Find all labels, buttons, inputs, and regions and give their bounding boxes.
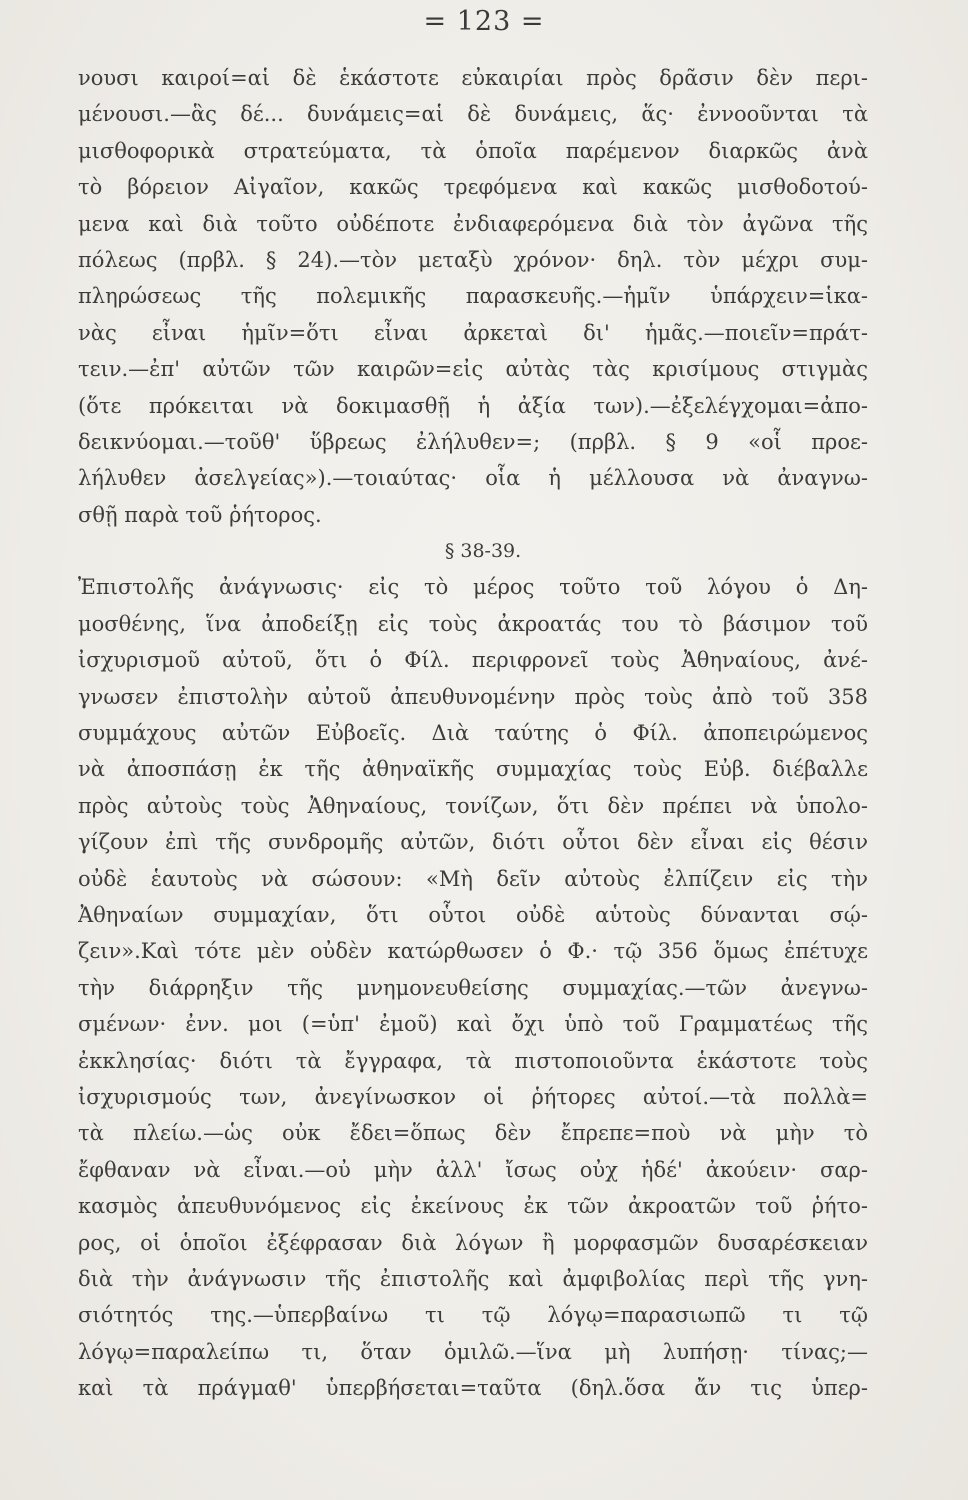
text-line: ἰσχυρισμούς των, ἀνεγίνωσκον οἱ ῥήτορες αὐτοί.—τὰ πολλὰ=: [78, 1084, 868, 1109]
text-line: πρὸς αὐτοὺς τοὺς Ἀθηναίους, τονίζων, ὅτι δὲν πρέπει νὰ ὑπολο-: [78, 793, 868, 818]
text-line: τὸ βόρειον Αἰγαῖον, κακῶς τρεφόμενα καὶ κακῶς μισθοδοτού-: [78, 175, 868, 200]
commentary-text: [78, 60, 868, 1406]
text-line: διὰ τὴν ἀνάγνωσιν τῆς ἐπιστολῆς καὶ ἀμφιβολίας περὶ τῆς γνη-: [78, 1266, 868, 1291]
text-line: Ἀθηναίων συμμαχίαν, ὅτι οὗτοι οὐδὲ αὑτοὺς δύνανται σῴ-: [78, 902, 868, 927]
text-line: λόγῳ=παραλείπω τι, ὅταν ὁμιλῶ.—ἵνα μὴ λυπήσῃ· τίνας;—: [78, 1339, 868, 1364]
text-line: τὰ πλείω.—ὡς οὐκ ἔδει=ὅπως δὲν ἔπρεπε=ποὺ νὰ μὴν τὸ: [78, 1121, 868, 1146]
text-line: ζειν».Καὶ τότε μὲν οὐδὲν κατώρθωσεν ὁ Φ.· τῷ 356 ὅμως ἐπέτυχε: [78, 939, 868, 964]
text-line: ἐκκλησίας· διότι τὰ ἔγγραφα, τὰ πιστοποιοῦντα ἑκάστοτε τοὺς: [78, 1048, 868, 1073]
text-line: κασμὸς ἀπευθυνόμενος εἰς ἐκείνους ἐκ τῶν ἀκροατῶν τοῦ ῥήτο-: [78, 1194, 868, 1219]
text-line: ἰσχυρισμοῦ αὐτοῦ, ὅτι ὁ Φίλ. περιφρονεῖ τοὺς Ἀθηναίους, ἀνέ-: [78, 648, 868, 673]
text-line: τειν.—ἐπ' αὐτῶν τῶν καιρῶν=εἰς αὐτὰς τὰς κρισίμους στιγμὰς: [78, 357, 868, 382]
page-number: = 123 =: [423, 6, 545, 37]
text-line: μοσθένης, ἵνα ἀποδείξῃ εἰς τοὺς ἀκροατάς του τὸ βάσιμον τοῦ: [78, 611, 868, 636]
text-line: νὰ ἀποσπάσῃ ἐκ τῆς ἀθηναϊκῆς συμμαχίας τοὺς Εὐβ. διέβαλλε: [78, 757, 868, 782]
text-line: σμένων· ἐνν. μοι (=ὑπ' ἐμοῦ) καὶ ὄχι ὑπὸ τοῦ Γραμματέως τῆς: [78, 1012, 868, 1037]
text-line: ἔφθαναν νὰ εἶναι.—οὐ μὴν ἀλλ' ἴσως οὐχ ἡδέ' ἀκούειν· σαρ-: [78, 1157, 868, 1182]
text-line: μισθοφορικὰ στρατεύματα, τὰ ὁποῖα παρέμενον διαρκῶς ἀνὰ: [78, 138, 868, 163]
text-line: συμμάχους αὐτῶν Εὐβοεῖς. Διὰ ταύτης ὁ Φίλ. ἀποπειρώμενος: [78, 721, 868, 746]
text-line: λήλυθεν ἀσελγείας»).—τοιαύτας· οἷα ἡ μέλλουσα νὰ ἀναγνω-: [78, 466, 868, 491]
text-line: τὴν διάρρηξιν τῆς μνημονευθείσης συμμαχίας.—τῶν ἀνεγνω-: [78, 975, 868, 1000]
text-line: ρος, οἱ ὁποῖοι ἐξέφρασαν διὰ λόγων ἢ μορφασμῶν δυσαρέσκειαν: [78, 1230, 868, 1255]
text-line: γνωσεν ἐπιστολὴν αὐτοῦ ἀπευθυνομένην πρὸς τοὺς ἀπὸ τοῦ 358: [78, 684, 868, 709]
text-line: οὐδὲ ἑαυτοὺς νὰ σώσουν: «Μὴ δεῖν αὐτοὺς ἐλπίζειν εἰς τὴν: [78, 866, 868, 891]
section-heading: § 38-39.: [444, 540, 522, 563]
text-line: δεικνύομαι.—τοῦθ' ὕβρεως ἐλήλυθεν=; (πρβλ. § 9 «οἷ προε-: [78, 429, 868, 454]
text-line: καὶ τὰ πράγμαθ' ὑπερβήσεται=ταῦτα (δηλ.ὅσα ἄν τις ὑπερ-: [78, 1376, 868, 1401]
text-line: σιότητός της.—ὑπερβαίνω τι τῷ λόγῳ=παρασιωπῶ τι τῷ: [78, 1303, 868, 1328]
text-line: (ὅτε πρόκειται νὰ δοκιμασθῇ ἡ ἀξία των).—ἐξελέγχομαι=ἀπο-: [78, 393, 868, 418]
text-line: πόλεως (πρβλ. § 24).—τὸν μεταξὺ χρόνον· δηλ. τὸν μέχρι συμ-: [78, 247, 868, 272]
text-line: νουσι καιροί=αἱ δὲ ἑκάστοτε εὐκαιρίαι πρὸς δρᾶσιν δὲν περι-: [78, 66, 868, 90]
text-line: Ἐπιστολῆς ἀνάγνωσις· εἰς τὸ μέρος τοῦτο τοῦ λόγου ὁ Δη-: [78, 575, 868, 600]
text-line: πληρώσεως τῆς πολεμικῆς παρασκευῆς.—ἡμῖν ὑπάρχειν=ἱκα-: [78, 284, 868, 309]
text-line: σθῇ παρὰ τοῦ ῥήτορος.: [78, 502, 322, 527]
text-line: νὰς εἶναι ἡμῖν=ὅτι εἶναι ἀρκεταὶ δι' ἡμᾶς.—ποιεῖν=πράτ-: [78, 320, 868, 345]
text-line: μένουσι.—ἃς δέ... δυνάμεις=αἱ δὲ δυνάμεις, ἅς· ἐννοοῦνται τὰ: [78, 102, 868, 127]
text-line: μενα καὶ διὰ τοῦτο οὐδέποτε ἐνδιαφερόμενα διὰ τὸν ἀγῶνα τῆς: [78, 211, 868, 236]
text-line: γίζουν ἐπὶ τῆς συνδρομῆς αὐτῶν, διότι οὗτοι δὲν εἶναι εἰς θέσιν: [78, 830, 868, 855]
